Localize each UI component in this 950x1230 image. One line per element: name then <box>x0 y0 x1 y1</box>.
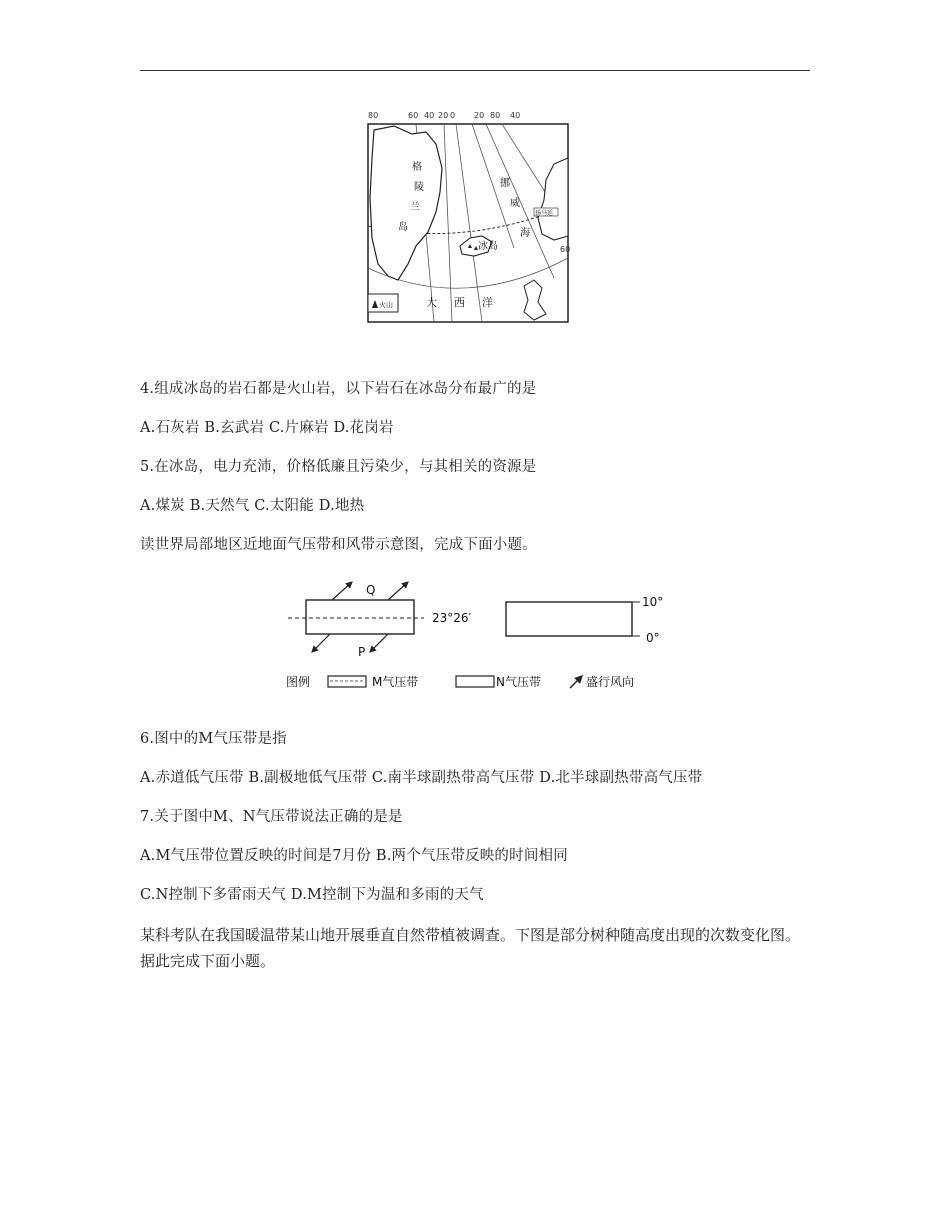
pressure-belt-diagram <box>280 578 680 700</box>
legend-n-label: N气压带 <box>496 675 541 689</box>
q6-options: A.赤道低气压带 B.副极地低气压带 C.南半球副热带高气压带 D.北半球副热带高气压带 <box>140 770 703 786</box>
map-sea-label: 挪 <box>500 178 510 189</box>
wind-arrow <box>332 582 352 600</box>
map-meridian <box>456 124 482 322</box>
map-lon-label: 40 <box>510 111 521 120</box>
lat-label-tropic: 23°26′ <box>432 611 472 625</box>
m-pressure-belt <box>306 600 414 634</box>
map-lon-label: 0 <box>450 111 456 120</box>
q-label: Q <box>366 583 376 597</box>
q7-options-1: A.M气压带位置反映的时间是7月份 B.两个气压带反映的时间相同 <box>140 848 568 864</box>
map-british-isles <box>524 280 546 320</box>
q6-stem: 6.图中的M气压带是指 <box>140 731 287 747</box>
map-iceland-label: 冰岛 <box>478 241 498 252</box>
map-greenland-label: 岛 <box>398 222 408 233</box>
map-ocean-label: 西 <box>454 296 465 309</box>
q4-options: A.石灰岩 B.玄武岩 C.片麻岩 D.花岗岩 <box>140 420 394 436</box>
wind-arrow <box>370 634 388 652</box>
legend-m-swatch <box>328 676 366 687</box>
q4-stem: 4.组成冰岛的岩石都是火山岩，以下岩石在冰岛分布最广的是 <box>140 381 537 397</box>
map-greenland-label: 陵 <box>414 182 424 193</box>
map-ocean-label: 大 <box>426 296 437 309</box>
map-norway <box>538 158 568 240</box>
q5-options: A.煤炭 B.天然气 C.太阳能 D.地热 <box>140 498 365 514</box>
iceland-map <box>364 108 574 326</box>
legend-m-label: M气压带 <box>372 675 419 689</box>
q7-stem: 7.关于图中M、N气压带说法正确的是是 <box>140 809 403 825</box>
legend-n-swatch <box>456 676 494 687</box>
map-greenland-label: 兰 <box>410 202 420 213</box>
legend-wind-arrow <box>570 676 582 688</box>
intro-pressure: 读世界局部地区近地面气压带和风带示意图，完成下面小题。 <box>140 537 537 553</box>
lat-label-10: 10° <box>642 595 664 609</box>
map-lon-label: 80 <box>368 111 379 120</box>
map-lon-label: 20 <box>474 111 485 120</box>
map-lon-label: 40 <box>424 111 435 120</box>
map-sea-label: 海 <box>520 228 530 239</box>
q7-options-2: C.N控制下多雷雨天气 D.M控制下为温和多雨的天气 <box>140 887 484 903</box>
map-legend-label: 火山 <box>379 301 393 309</box>
n-pressure-belt <box>506 602 632 636</box>
legend-wind-label: 盛行风向 <box>586 675 635 689</box>
wind-arrow <box>312 634 330 652</box>
q5-stem: 5.在冰岛，电力充沛，价格低廉且污染少，与其相关的资源是 <box>140 459 537 475</box>
intro-vegetation: 某科考队在我国暖温带某山地开展垂直自然带植被调查。下图是部分树种随高度出现的次数变化图。据此完成下面小题。 <box>140 926 801 970</box>
map-sea-label: 威 <box>510 198 520 209</box>
map-lon-label: 80 <box>490 111 501 120</box>
p-label: P <box>358 645 366 659</box>
map-station-label: 扬马延 <box>535 210 554 217</box>
map-meridian <box>444 124 452 322</box>
map-lon-label: 20 <box>438 111 449 120</box>
wind-arrow <box>388 582 408 600</box>
map-ocean-label: 洋 <box>482 296 493 309</box>
header-rule <box>140 70 810 71</box>
map-lon-label: 60 <box>408 111 419 120</box>
map-greenland-label: 格 <box>412 162 422 173</box>
map-greenland <box>370 126 442 280</box>
map-lat-label: 60 <box>560 245 571 254</box>
lat-label-0: 0° <box>646 631 660 645</box>
legend-title: 图例 <box>286 675 311 689</box>
